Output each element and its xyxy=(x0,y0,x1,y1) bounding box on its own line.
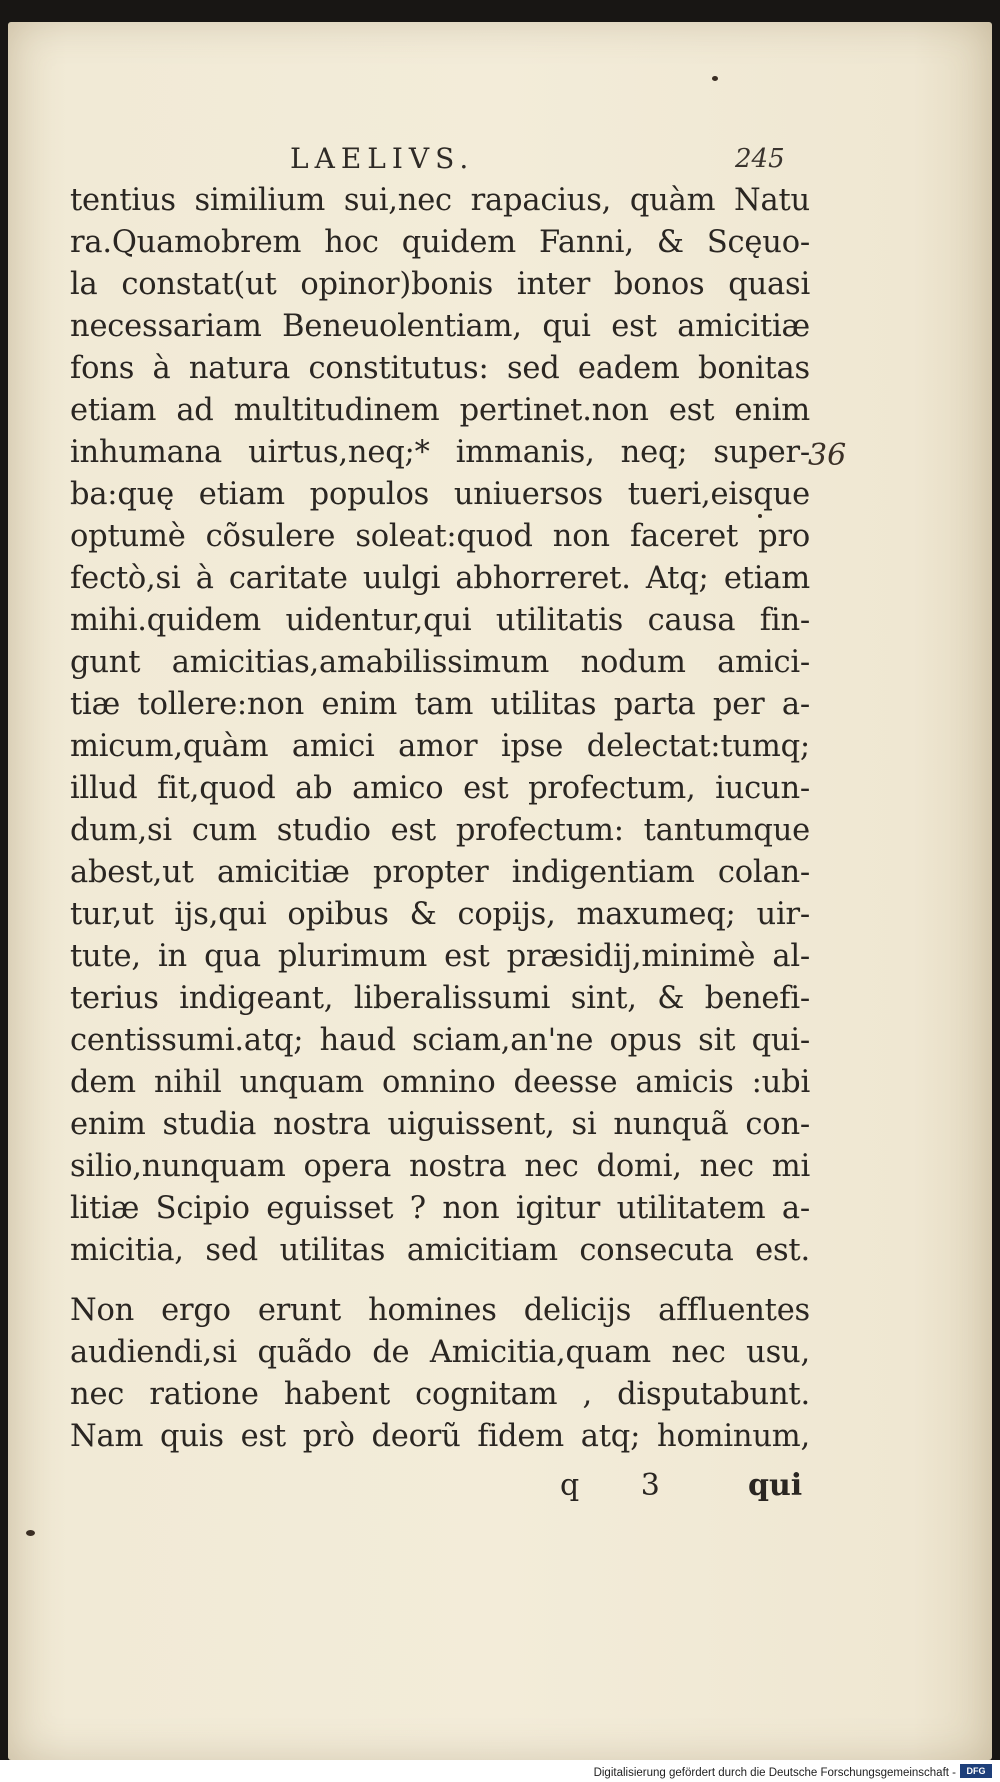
text-line: nec ratione habent cognitam , disputabunt. xyxy=(70,1377,810,1412)
text-line: necessariam Beneuolentiam, qui est amicitiæ xyxy=(70,309,810,344)
dfg-logo: DFG xyxy=(960,1764,992,1778)
text-line: Non ergo erunt homines delicijs affluentes xyxy=(70,1293,810,1328)
catchword: qui xyxy=(748,1468,803,1503)
text-line: fectò,si à caritate uulgi abhorreret. Atq; etiam xyxy=(70,561,810,596)
marginal-annotation: 36 xyxy=(808,438,847,473)
text-line: dum,si cum studio est profectum: tantumque xyxy=(70,813,810,848)
text-line: gunt amicitias,amabilissimum nodum amici- xyxy=(70,645,810,680)
text-line: enim studia nostra uiguissent, si nunquã con- xyxy=(70,1107,810,1142)
text-line: micitia, sed utilitas amicitiam consecuta est. xyxy=(70,1233,810,1268)
ink-speck xyxy=(712,76,718,81)
page-number: 245 xyxy=(735,144,785,174)
ink-speck xyxy=(26,1530,35,1536)
text-line: audiendi,si quãdo de Amicitia,quam nec usu, xyxy=(70,1335,810,1370)
text-line: Nam quis est prò deorũ fidem atq; hominum, xyxy=(70,1419,810,1454)
text-line: mihi.quidem uidentur,qui utilitatis causa fin- xyxy=(70,603,810,638)
text-line: terius indigeant, liberalissumi sint, & benefi- xyxy=(70,981,810,1016)
signature-mark: q 3 xyxy=(560,1468,686,1503)
text-line: ra.Quamobrem hoc quidem Fanni, & Scęuo- xyxy=(70,225,810,260)
text-line: centissumi.atq; haud sciam,an'ne opus sit qui- xyxy=(70,1023,810,1058)
text-line: tur,ut ijs,qui opibus & copijs, maxumeq; uir- xyxy=(70,897,810,932)
text-line: silio,nunquam opera nostra nec domi, nec mi xyxy=(70,1149,810,1184)
text-line: micum,quàm amici amor ipse delectat:tumq; xyxy=(70,729,810,764)
text-line: abest,ut amicitiæ propter indigentiam colan- xyxy=(70,855,810,890)
text-line: etiam ad multitudinem pertinet.non est enim xyxy=(70,393,810,428)
text-line: tiæ tollere:non enim tam utilitas parta per a- xyxy=(70,687,810,722)
text-line: dem nihil unquam omnino deesse amicis :ubi xyxy=(70,1065,810,1100)
text-line: fons à natura constitutus: sed eadem bonitas xyxy=(70,351,810,386)
text-line: la constat(ut opinor)bonis inter bonos quasi xyxy=(70,267,810,302)
running-head: LAELIVS. xyxy=(290,142,475,175)
text-line: tute, in qua plurimum est præsidij,minimè al- xyxy=(70,939,810,974)
text-line: tentius similium sui,nec rapacius, quàm Natu xyxy=(70,183,810,218)
digitization-notice: Digitalisierung gefördert durch die Deutsche Forschungsgemeinschaft - xyxy=(593,1767,956,1779)
text-line: litiæ Scipio eguisset ? non igitur utilitatem a- xyxy=(70,1191,810,1226)
text-line: inhumana uirtus,neq;* immanis, neq; super- xyxy=(70,435,810,470)
text-line: illud fit,quod ab amico est profectum, iucun- xyxy=(70,771,810,806)
text-line: ba:quę etiam populos uniuersos tueri,eisque xyxy=(70,477,810,512)
text-line: optumè cõsulere soleat:quod non faceret pro xyxy=(70,519,810,554)
digitization-footer xyxy=(0,1760,1000,1782)
